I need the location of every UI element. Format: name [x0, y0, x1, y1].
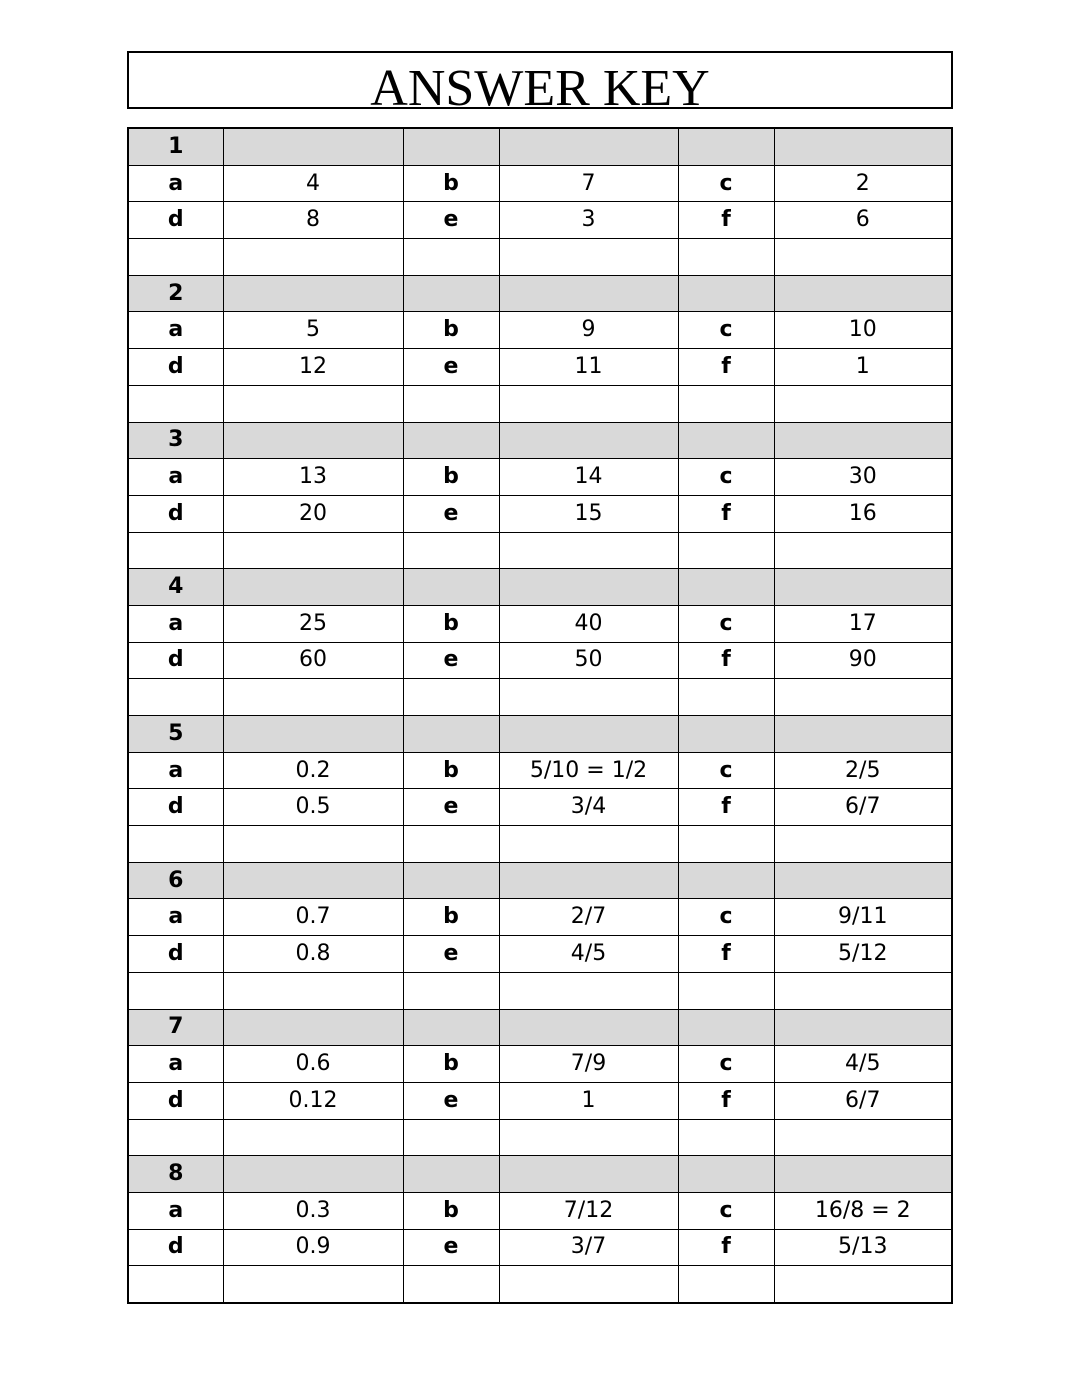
- answer-label: c: [678, 1046, 774, 1083]
- blank-row: [128, 532, 952, 569]
- blank-cell: [678, 532, 774, 569]
- section-header-row: [128, 1156, 952, 1193]
- blank-cell: [774, 239, 952, 276]
- answer-label: c: [678, 165, 774, 202]
- answer-value: 3/7: [499, 1229, 678, 1266]
- answer-value: 5: [223, 312, 403, 349]
- blank-cell: [403, 239, 499, 276]
- blank-cell: [774, 532, 952, 569]
- blank-cell: [499, 532, 678, 569]
- section-number: 6: [128, 862, 223, 899]
- answer-value: 4/5: [774, 1046, 952, 1083]
- header-cell: [499, 716, 678, 753]
- header-cell: [403, 1156, 499, 1193]
- section-number: 1: [128, 128, 223, 165]
- answer-label: c: [678, 312, 774, 349]
- header-cell: [678, 128, 774, 165]
- answer-value: 5/12: [774, 936, 952, 973]
- answer-label: b: [403, 165, 499, 202]
- answer-value: 0.3: [223, 1192, 403, 1229]
- answer-value: 0.2: [223, 752, 403, 789]
- blank-cell: [499, 239, 678, 276]
- header-cell: [499, 862, 678, 899]
- answer-label: e: [403, 1082, 499, 1119]
- answer-label: d: [128, 642, 223, 679]
- answer-value: 0.5: [223, 789, 403, 826]
- answer-value: 40: [499, 605, 678, 642]
- answer-row: [128, 605, 952, 642]
- answer-row: [128, 165, 952, 202]
- blank-cell: [128, 679, 223, 716]
- header-cell: [403, 1009, 499, 1046]
- header-cell: [499, 1009, 678, 1046]
- answer-label: b: [403, 899, 499, 936]
- answer-value: 3: [499, 202, 678, 239]
- answer-key-body: [128, 128, 952, 1303]
- answer-value: 11: [499, 349, 678, 386]
- answer-label: a: [128, 165, 223, 202]
- blank-cell: [774, 826, 952, 863]
- blank-cell: [128, 1266, 223, 1303]
- blank-cell: [403, 1266, 499, 1303]
- answer-row: [128, 202, 952, 239]
- blank-cell: [678, 1266, 774, 1303]
- answer-value: 6/7: [774, 789, 952, 826]
- answer-value: 9: [499, 312, 678, 349]
- blank-cell: [678, 826, 774, 863]
- header-cell: [223, 716, 403, 753]
- blank-cell: [499, 1266, 678, 1303]
- answer-label: e: [403, 495, 499, 532]
- blank-cell: [223, 679, 403, 716]
- blank-cell: [403, 679, 499, 716]
- answer-value: 16: [774, 495, 952, 532]
- header-cell: [499, 275, 678, 312]
- answer-label: c: [678, 899, 774, 936]
- title-box: [127, 51, 953, 109]
- answer-value: 7/12: [499, 1192, 678, 1229]
- answer-row: [128, 1046, 952, 1083]
- header-cell: [499, 1156, 678, 1193]
- section-number: 7: [128, 1009, 223, 1046]
- answer-value: 6: [774, 202, 952, 239]
- answer-label: a: [128, 312, 223, 349]
- answer-label: b: [403, 1192, 499, 1229]
- answer-label: f: [678, 349, 774, 386]
- header-cell: [403, 569, 499, 606]
- answer-row: [128, 936, 952, 973]
- blank-row: [128, 1266, 952, 1303]
- answer-label: a: [128, 899, 223, 936]
- answer-row: [128, 312, 952, 349]
- answer-value: 7: [499, 165, 678, 202]
- section-header-row: [128, 422, 952, 459]
- answer-value: 4: [223, 165, 403, 202]
- header-cell: [223, 128, 403, 165]
- blank-cell: [774, 1266, 952, 1303]
- answer-value: 8: [223, 202, 403, 239]
- section-number: 5: [128, 716, 223, 753]
- answer-label: d: [128, 495, 223, 532]
- answer-row: [128, 349, 952, 386]
- blank-row: [128, 239, 952, 276]
- answer-label: d: [128, 936, 223, 973]
- header-cell: [678, 1156, 774, 1193]
- blank-cell: [499, 972, 678, 1009]
- answer-value: 2/7: [499, 899, 678, 936]
- answer-row: [128, 899, 952, 936]
- answer-label: b: [403, 605, 499, 642]
- answer-label: f: [678, 789, 774, 826]
- blank-cell: [128, 1119, 223, 1156]
- header-cell: [403, 275, 499, 312]
- section-header-row: [128, 1009, 952, 1046]
- header-cell: [774, 1009, 952, 1046]
- section-number: 4: [128, 569, 223, 606]
- answer-label: a: [128, 459, 223, 496]
- header-cell: [678, 716, 774, 753]
- blank-cell: [128, 385, 223, 422]
- header-cell: [499, 128, 678, 165]
- answer-value: 9/11: [774, 899, 952, 936]
- header-cell: [678, 862, 774, 899]
- answer-value: 17: [774, 605, 952, 642]
- blank-row: [128, 826, 952, 863]
- answer-label: d: [128, 202, 223, 239]
- blank-cell: [678, 972, 774, 1009]
- section-number: 8: [128, 1156, 223, 1193]
- answer-label: c: [678, 1192, 774, 1229]
- section-header-row: [128, 716, 952, 753]
- answer-label: a: [128, 605, 223, 642]
- answer-row: [128, 1082, 952, 1119]
- blank-cell: [128, 826, 223, 863]
- header-cell: [774, 716, 952, 753]
- blank-cell: [403, 532, 499, 569]
- answer-label: d: [128, 789, 223, 826]
- answer-label: d: [128, 349, 223, 386]
- answer-value: 5/13: [774, 1229, 952, 1266]
- answer-value: 0.8: [223, 936, 403, 973]
- answer-label: a: [128, 1046, 223, 1083]
- blank-cell: [499, 1119, 678, 1156]
- answer-row: [128, 1192, 952, 1229]
- answer-value: 60: [223, 642, 403, 679]
- answer-value: 3/4: [499, 789, 678, 826]
- header-cell: [223, 422, 403, 459]
- header-cell: [678, 1009, 774, 1046]
- answer-value: 2/5: [774, 752, 952, 789]
- answer-value: 5/10 = 1/2: [499, 752, 678, 789]
- answer-label: c: [678, 752, 774, 789]
- answer-value: 1: [774, 349, 952, 386]
- header-cell: [403, 716, 499, 753]
- header-cell: [678, 275, 774, 312]
- blank-cell: [403, 385, 499, 422]
- section-number: 2: [128, 275, 223, 312]
- blank-cell: [499, 679, 678, 716]
- answer-label: a: [128, 752, 223, 789]
- blank-cell: [403, 1119, 499, 1156]
- blank-cell: [774, 1119, 952, 1156]
- answer-label: d: [128, 1082, 223, 1119]
- blank-cell: [223, 1266, 403, 1303]
- answer-label: e: [403, 349, 499, 386]
- answer-label: e: [403, 789, 499, 826]
- blank-cell: [403, 972, 499, 1009]
- answer-label: a: [128, 1192, 223, 1229]
- blank-row: [128, 385, 952, 422]
- answer-value: 90: [774, 642, 952, 679]
- answer-value: 10: [774, 312, 952, 349]
- answer-label: f: [678, 1229, 774, 1266]
- blank-row: [128, 679, 952, 716]
- page-title: ANSWER KEY: [370, 60, 710, 109]
- section-header-row: [128, 862, 952, 899]
- header-cell: [223, 862, 403, 899]
- answer-row: [128, 752, 952, 789]
- blank-cell: [128, 972, 223, 1009]
- answer-label: c: [678, 605, 774, 642]
- blank-cell: [223, 972, 403, 1009]
- header-cell: [678, 569, 774, 606]
- header-cell: [223, 569, 403, 606]
- header-cell: [403, 862, 499, 899]
- answer-label: e: [403, 936, 499, 973]
- answer-label: f: [678, 642, 774, 679]
- blank-row: [128, 1119, 952, 1156]
- answer-label: e: [403, 1229, 499, 1266]
- header-cell: [774, 422, 952, 459]
- blank-cell: [774, 972, 952, 1009]
- answer-value: 4/5: [499, 936, 678, 973]
- answer-row: [128, 1229, 952, 1266]
- answer-value: 0.9: [223, 1229, 403, 1266]
- blank-cell: [499, 385, 678, 422]
- header-cell: [403, 128, 499, 165]
- answer-value: 12: [223, 349, 403, 386]
- answer-value: 0.7: [223, 899, 403, 936]
- answer-label: f: [678, 936, 774, 973]
- answer-value: 0.6: [223, 1046, 403, 1083]
- blank-cell: [223, 532, 403, 569]
- header-cell: [499, 422, 678, 459]
- answer-label: d: [128, 1229, 223, 1266]
- answer-label: f: [678, 495, 774, 532]
- blank-cell: [403, 826, 499, 863]
- section-header-row: [128, 275, 952, 312]
- blank-cell: [223, 826, 403, 863]
- header-cell: [223, 275, 403, 312]
- answer-label: e: [403, 642, 499, 679]
- answer-label: b: [403, 312, 499, 349]
- blank-cell: [774, 679, 952, 716]
- answer-value: 0.12: [223, 1082, 403, 1119]
- answer-value: 15: [499, 495, 678, 532]
- header-cell: [774, 1156, 952, 1193]
- blank-cell: [223, 1119, 403, 1156]
- answer-row: [128, 642, 952, 679]
- header-cell: [499, 569, 678, 606]
- section-number: 3: [128, 422, 223, 459]
- answer-label: f: [678, 202, 774, 239]
- answer-value: 1: [499, 1082, 678, 1119]
- answer-value: 7/9: [499, 1046, 678, 1083]
- answer-value: 50: [499, 642, 678, 679]
- answer-row: [128, 789, 952, 826]
- answer-value: 2: [774, 165, 952, 202]
- answer-value: 30: [774, 459, 952, 496]
- answer-label: c: [678, 459, 774, 496]
- answer-value: 16/8 = 2: [774, 1192, 952, 1229]
- answer-label: e: [403, 202, 499, 239]
- header-cell: [223, 1156, 403, 1193]
- answer-label: b: [403, 752, 499, 789]
- header-cell: [403, 422, 499, 459]
- answer-row: [128, 495, 952, 532]
- answer-row: [128, 459, 952, 496]
- answer-value: 20: [223, 495, 403, 532]
- section-header-row: [128, 128, 952, 165]
- blank-cell: [678, 1119, 774, 1156]
- blank-cell: [678, 679, 774, 716]
- blank-cell: [678, 385, 774, 422]
- blank-cell: [774, 385, 952, 422]
- blank-cell: [223, 385, 403, 422]
- blank-cell: [128, 239, 223, 276]
- blank-cell: [128, 532, 223, 569]
- answer-value: 14: [499, 459, 678, 496]
- answer-label: f: [678, 1082, 774, 1119]
- answer-value: 13: [223, 459, 403, 496]
- header-cell: [678, 422, 774, 459]
- answer-value: 6/7: [774, 1082, 952, 1119]
- header-cell: [223, 1009, 403, 1046]
- answer-label: b: [403, 459, 499, 496]
- answer-key-table: [127, 127, 953, 1304]
- blank-row: [128, 972, 952, 1009]
- answer-value: 25: [223, 605, 403, 642]
- answer-label: b: [403, 1046, 499, 1083]
- blank-cell: [678, 239, 774, 276]
- blank-cell: [499, 826, 678, 863]
- section-header-row: [128, 569, 952, 606]
- header-cell: [774, 569, 952, 606]
- blank-cell: [223, 239, 403, 276]
- header-cell: [774, 862, 952, 899]
- header-cell: [774, 275, 952, 312]
- header-cell: [774, 128, 952, 165]
